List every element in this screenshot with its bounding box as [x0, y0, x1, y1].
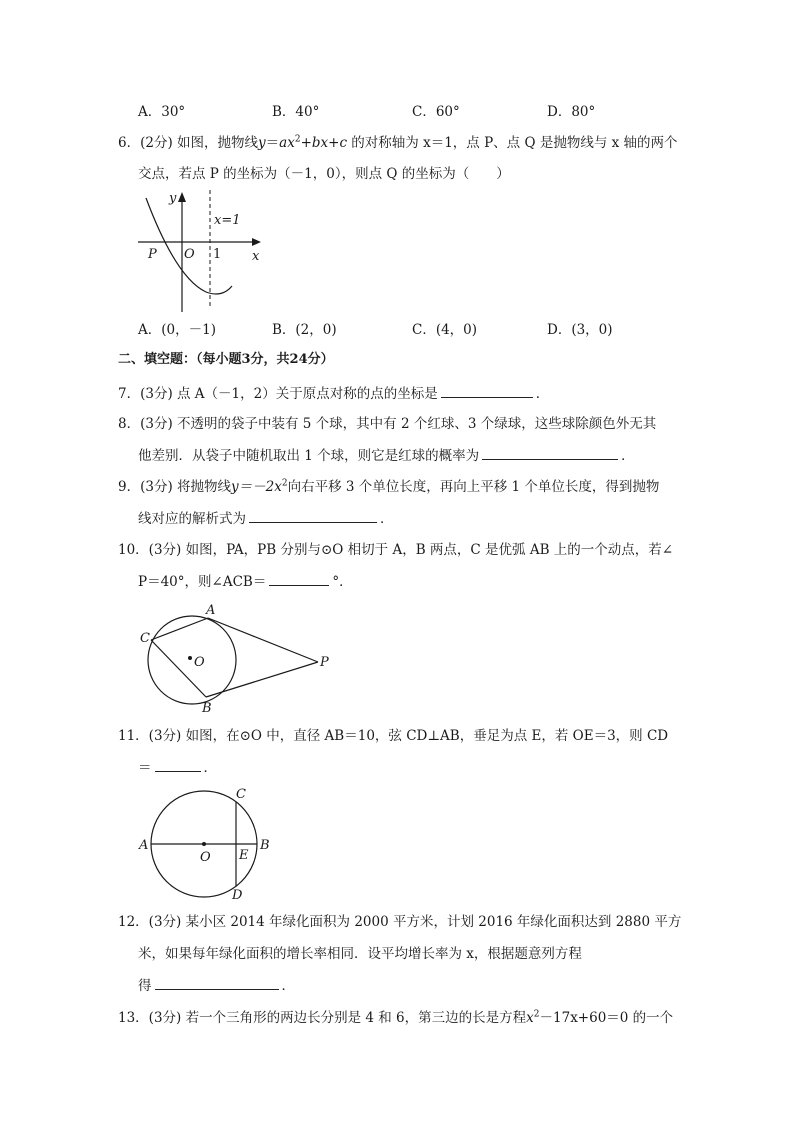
- q7-text: 7．(3分) 点 A（－1，2）关于原点对称的点的坐标是: [118, 386, 438, 402]
- label-c: C: [236, 787, 246, 802]
- point-p-label: P: [148, 247, 157, 262]
- label-o: O: [194, 655, 205, 670]
- q6-suffix: 的对称轴为 x＝1，点 P、点 Q 是抛物线与 x 轴的两个: [347, 135, 678, 151]
- q8-end: ．: [621, 448, 635, 464]
- q9-formula: y＝－2x: [231, 479, 282, 495]
- q7-end: ．: [535, 386, 550, 402]
- y-axis-arrow-icon: [178, 192, 186, 202]
- tick-one-label: 1: [213, 247, 222, 262]
- q9-answer-blank[interactable]: [249, 508, 377, 523]
- q11-line1: 11．(3分) 如图，在⊙O 中，直径 AB＝10，弦 CD⊥AB，垂足为点 E，若 OE＝3，则 CD: [118, 728, 669, 744]
- label-b: B: [202, 701, 212, 716]
- q11-text: ＝: [138, 760, 152, 776]
- q6-formula-y: y: [258, 135, 266, 151]
- q12-text: 得: [138, 978, 152, 994]
- symmetry-axis-label: x=1: [214, 213, 241, 228]
- q9-text: 线对应的解析式为: [138, 511, 246, 527]
- q13-prefix: 13．(3分) 若一个三角形的两边长分别是 4 和 6，第三边的长是方程: [118, 1010, 527, 1026]
- q8-line1: 8．(3分) 不透明的袋子中装有 5 个球，其中有 2 个红球、3 个绿球，这些球除颜色外无其: [118, 416, 657, 432]
- section2-title: 二、填空题：（每小题3分，共24分）: [118, 352, 334, 367]
- q5-option-c: C．60°: [412, 104, 460, 120]
- chord-ca: [151, 618, 208, 640]
- q10-end: °．: [332, 574, 353, 590]
- q9-end: ．: [380, 511, 394, 527]
- q10-answer-blank[interactable]: [269, 571, 329, 586]
- label-a: A: [206, 603, 216, 618]
- label-a: A: [139, 838, 149, 853]
- q5-option-a: A．30°: [138, 104, 186, 120]
- q9-line2: [138, 508, 394, 529]
- q12-line2: 米，如果每年绿化面积的增长率相同．设平均增长率为 x，根据题意列方程: [138, 946, 582, 962]
- q10-line1: 10．(3分) 如图，PA，PB 分别与⊙O 相切于 A，B 两点，C 是优弧 AB 上的一个动点，若∠: [118, 542, 674, 558]
- q5-option-d: D．80°: [547, 104, 596, 120]
- q8-answer-blank[interactable]: [482, 445, 618, 460]
- q10-line2: [138, 571, 353, 592]
- label-b: B: [260, 838, 270, 853]
- q8-text: 他差别．从袋子中随机取出 1 个球，则它是红球的概率为: [138, 448, 480, 464]
- q12-end: ．: [281, 978, 295, 994]
- q11-circle-figure: [136, 786, 276, 906]
- q7-line: [118, 383, 549, 404]
- q6-option-b: B．(2，0): [272, 322, 337, 338]
- q13-formula-exp: 2: [533, 1009, 540, 1020]
- q6-option-c: C．(4，0): [412, 322, 478, 338]
- x-axis-arrow-icon: [252, 238, 261, 246]
- q10-tangent-figure: [138, 600, 338, 716]
- q6-formula-a: ax: [279, 135, 295, 151]
- q9-formula-exp: 2: [281, 478, 288, 489]
- q13-formula: x: [526, 1010, 534, 1026]
- label-e: E: [239, 848, 249, 863]
- q12-line3: [138, 975, 295, 996]
- q6-option-d: D．(3，0): [547, 322, 613, 338]
- q12-answer-blank[interactable]: [155, 975, 279, 990]
- q6-option-a: A．(0，－1): [138, 322, 216, 338]
- q13-line1: [118, 1008, 673, 1028]
- tangent-pa: [208, 618, 318, 662]
- q8-line2: [138, 445, 635, 466]
- q6-line1: [118, 133, 678, 153]
- center-dot: [188, 656, 192, 660]
- label-p: P: [320, 655, 329, 670]
- q6-parabola-figure: [136, 188, 276, 314]
- q10-text: P＝40°，则∠ACB＝: [138, 574, 267, 590]
- q9-suffix: 向右平移 3 个单位长度，再向上平移 1 个单位长度，得到抛物: [287, 479, 660, 495]
- q5-option-b: B．40°: [272, 104, 320, 120]
- center-dot: [202, 842, 206, 846]
- label-c: C: [140, 631, 150, 646]
- q11-end: ．: [203, 760, 217, 776]
- q6-prefix: 6．(2分) 如图，抛物线: [118, 135, 259, 151]
- q6-formula-exp: 2: [294, 134, 301, 145]
- q11-line2: [138, 757, 217, 778]
- origin-label: O: [184, 247, 195, 262]
- q12-line1: 12．(3分) 某小区 2014 年绿化面积为 2000 平方米，计划 2016 年绿化面积达到 2880 平方: [118, 914, 682, 930]
- q13-suffix: －17x+60＝0 的一个: [539, 1010, 674, 1026]
- label-d: D: [232, 888, 243, 903]
- label-o: O: [200, 850, 211, 865]
- q9-line1: [118, 477, 659, 497]
- q6-line2: 交点，若点 P 的坐标为（－1，0），则点 Q 的坐标为（ ）: [138, 166, 510, 182]
- tangent-pb: [206, 662, 318, 697]
- q9-prefix: 9．(3分) 将抛物线: [118, 479, 232, 495]
- x-axis-label: x: [252, 249, 260, 264]
- q7-answer-blank[interactable]: [441, 383, 533, 398]
- circle-o: [148, 616, 236, 704]
- y-axis-label: y: [169, 191, 177, 206]
- q11-answer-blank[interactable]: [155, 757, 201, 772]
- q6-formula-eq: ＝: [265, 135, 280, 151]
- q6-formula-rest: +bx+c: [300, 135, 348, 151]
